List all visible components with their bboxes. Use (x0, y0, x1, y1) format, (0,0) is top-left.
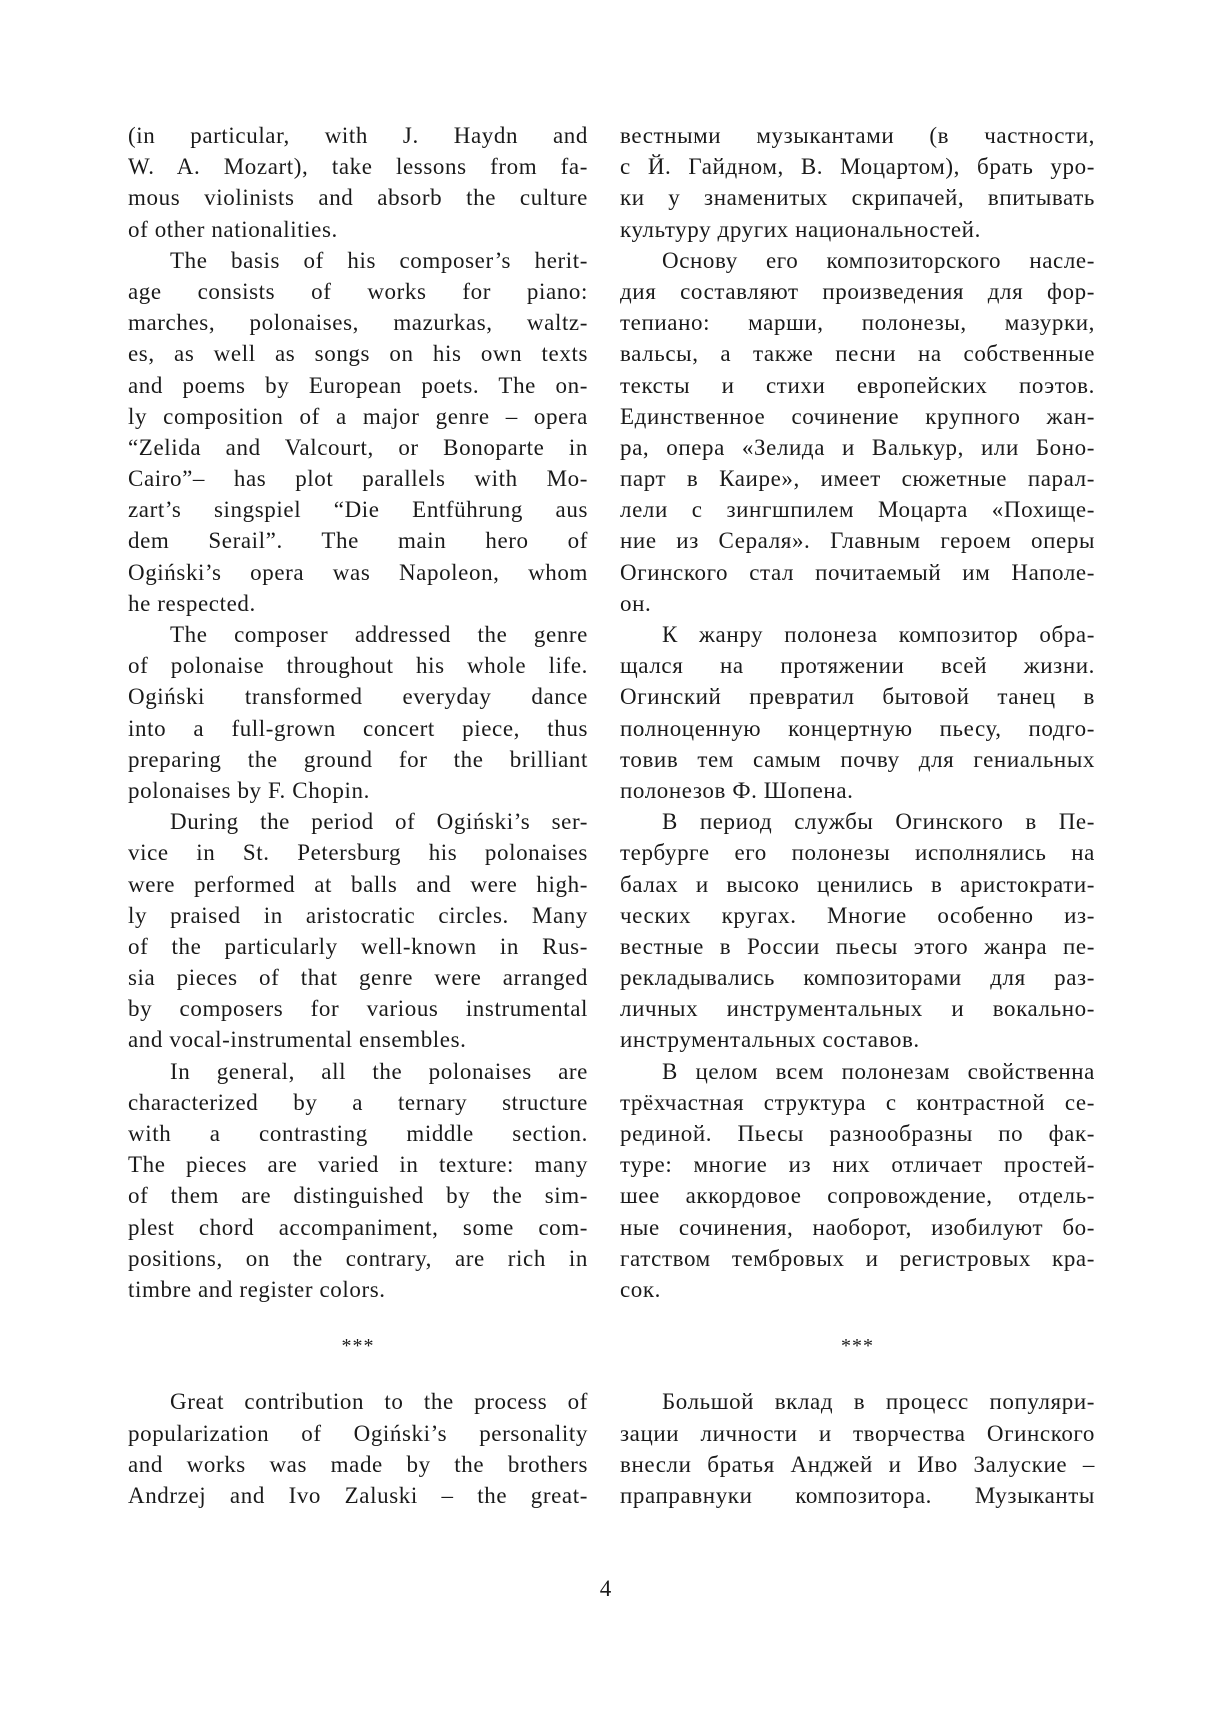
english-section-2 (128, 1386, 588, 1511)
text-line: полноценную концертную пьесу, подго- (620, 715, 1095, 741)
text-line: age consists of works for piano: (128, 278, 588, 304)
text-line: щался на протяжении всей жизни. (620, 653, 1095, 679)
text-line: timbre and register colors. (128, 1276, 386, 1302)
text-line: sia pieces of that genre were arranged (128, 965, 588, 991)
english-section-1 (128, 120, 588, 1305)
text-line: ly composition of a major genre – opera (128, 403, 588, 429)
text-line: The basis of his composer’s herit- (170, 247, 588, 273)
text-line: of other nationalities. (128, 216, 338, 242)
text-line: парт в Каире», имеет сюжетные парал- (620, 466, 1095, 492)
text-line: праправнуки композитора. Музыканты (620, 1482, 1095, 1508)
text-line: Основу его композиторского насле- (662, 247, 1095, 273)
text-line: тепиано: марши, полонезы, мазурки, (620, 310, 1095, 336)
section-divider: *** (841, 1335, 874, 1358)
text-line: вестными музыкантами (в частности, (620, 123, 1095, 148)
russian-section-2 (620, 1386, 1095, 1511)
paragraph (620, 245, 1095, 619)
text-line: культуру других национальностей. (620, 216, 981, 242)
text-line: ческих кругах. Многие особенно из- (620, 902, 1095, 928)
text-line: дия составляют произведения для фор- (620, 278, 1095, 304)
text-line: внесли братья Анджей и Иво Залуские – (620, 1451, 1095, 1477)
text-line: он. (620, 590, 652, 616)
text-line: positions, on the contrary, are rich in (128, 1245, 588, 1271)
paragraph (128, 120, 588, 245)
text-line: popularization of Ogiński’s personality (128, 1420, 588, 1446)
text-line: ние из Сераля». Главным героем оперы (620, 528, 1095, 554)
text-line: Огинского стал почитаемый им Наполе- (620, 559, 1095, 585)
paragraph (128, 1056, 588, 1306)
text-line: “Zelida and Valcourt, or Bonoparte in (128, 434, 588, 460)
text-line: Great contribution to the process of (170, 1389, 588, 1415)
text-line: polonaises by F. Chopin. (128, 777, 370, 803)
text-line: Cairo”– has plot parallels with Mo- (128, 466, 588, 492)
paragraph (128, 245, 588, 619)
text-line: В целом всем полонезам свойственна (662, 1058, 1095, 1084)
text-line: preparing the ground for the brilliant (128, 746, 588, 772)
text-line: W. A. Mozart), take lessons from fa- (128, 154, 588, 180)
page-number: 4 (599, 1576, 612, 1601)
text-line: marches, polonaises, mazurkas, waltz- (128, 310, 588, 336)
text-line: mous violinists and absorb the culture (128, 185, 588, 211)
text-line: К жанру полонеза композитор обра- (662, 622, 1095, 647)
text-line: The pieces are varied in texture: many (128, 1152, 588, 1178)
text-line: were performed at balls and were high- (128, 871, 588, 897)
text-line: Ogiński transformed everyday dance (128, 684, 588, 710)
text-line: Ogiński’s opera was Napoleon, whom (128, 559, 588, 585)
paragraph (620, 619, 1095, 806)
text-line: инструментальных составов. (620, 1027, 920, 1053)
text-line: The composer addressed the genre (170, 622, 588, 647)
text-line: балах и высоко ценились в аристократи- (620, 871, 1095, 897)
text-line: полонезов Ф. Шопена. (620, 777, 854, 803)
text-line: with a contrasting middle section. (128, 1121, 588, 1146)
text-line: Огинский превратил бытовой танец в (620, 684, 1095, 710)
text-line: сок. (620, 1276, 662, 1302)
text-line: гатством тембровых и регистровых кра- (620, 1245, 1095, 1271)
paragraph (128, 1386, 588, 1511)
paragraph (128, 619, 588, 806)
text-line: In general, all the polonaises are (170, 1058, 588, 1084)
text-line: of them are distinguished by the sim- (128, 1183, 588, 1209)
text-line: ки у знаменитых скрипачей, впитывать (620, 185, 1095, 211)
text-line: dem Serail”. The main hero of (128, 528, 588, 554)
text-line: and vocal-instrumental ensembles. (128, 1027, 467, 1053)
text-line: Andrzej and Ivo Zaluski – the great- (128, 1482, 588, 1508)
text-line: ные сочинения, наоборот, изобилуют бо- (620, 1214, 1095, 1240)
text-line: and works was made by the brothers (128, 1451, 588, 1477)
paragraph (620, 806, 1095, 1056)
paragraph (620, 1386, 1095, 1511)
text-line: с Й. Гайдном, В. Моцартом), брать уро- (620, 154, 1095, 180)
text-line: товив тем самым почву для гениальных (620, 746, 1095, 772)
text-line: личных инструментальных и вокально- (620, 996, 1095, 1022)
text-line: vice in St. Petersburg his polonaises (128, 840, 588, 866)
text-line: рединой. Пьесы разнообразны по фак- (620, 1121, 1095, 1146)
text-line: тербурге его полонезы исполнялись на (620, 840, 1095, 866)
text-line: es, as well as songs on his own texts (128, 341, 588, 367)
text-line: (in particular, with J. Haydn and (128, 123, 588, 148)
paragraph (620, 120, 1095, 245)
text-line: лели с зингшпилем Моцарта «Похище- (620, 497, 1095, 523)
text-line: of polonaise throughout his whole life. (128, 653, 588, 679)
text-line: трёхчастная структура с контрастной се- (620, 1089, 1095, 1115)
paragraph (620, 1056, 1095, 1306)
text-line: вестные в России пьесы этого жанра пе- (620, 933, 1095, 959)
text-line: of the particularly well-known in Rus- (128, 933, 588, 959)
russian-column (620, 120, 1095, 1511)
section-divider: *** (341, 1335, 375, 1358)
russian-section-1 (620, 120, 1095, 1305)
text-line: ly praised in aristocratic circles. Many (128, 902, 588, 928)
text-line: Большой вклад в процесс популяри- (662, 1389, 1095, 1415)
text-line: he respected. (128, 590, 256, 616)
text-line: туре: многие из них отличает простей- (620, 1152, 1095, 1178)
text-line: into a full-grown concert piece, thus (128, 715, 588, 741)
text-line: Единственное сочинение крупного жан- (620, 403, 1095, 429)
english-column (128, 120, 588, 1511)
text-line: by composers for various instrumental (128, 996, 588, 1022)
text-line: шее аккордовое сопровождение, отдель- (620, 1183, 1095, 1209)
text-line: ра, опера «Зелида и Валькур, или Боно- (620, 434, 1095, 460)
text-line: рекладывались композиторами для раз- (620, 965, 1095, 991)
text-line: В период службы Огинского в Пе- (662, 809, 1095, 835)
text-line: characterized by a ternary structure (128, 1089, 588, 1115)
text-line: and poems by European poets. The on- (128, 372, 588, 398)
text-line: тексты и стихи европейских поэтов. (620, 372, 1095, 398)
paragraph (128, 806, 588, 1056)
text-line: plest chord accompaniment, some com- (128, 1214, 588, 1240)
text-line: зации личности и творчества Огинского (620, 1420, 1095, 1446)
text-line: During the period of Ogiński’s ser- (170, 809, 588, 835)
text-line: zart’s singspiel “Die Entführung aus (128, 497, 588, 523)
text-line: вальсы, а также песни на собственные (620, 341, 1095, 367)
